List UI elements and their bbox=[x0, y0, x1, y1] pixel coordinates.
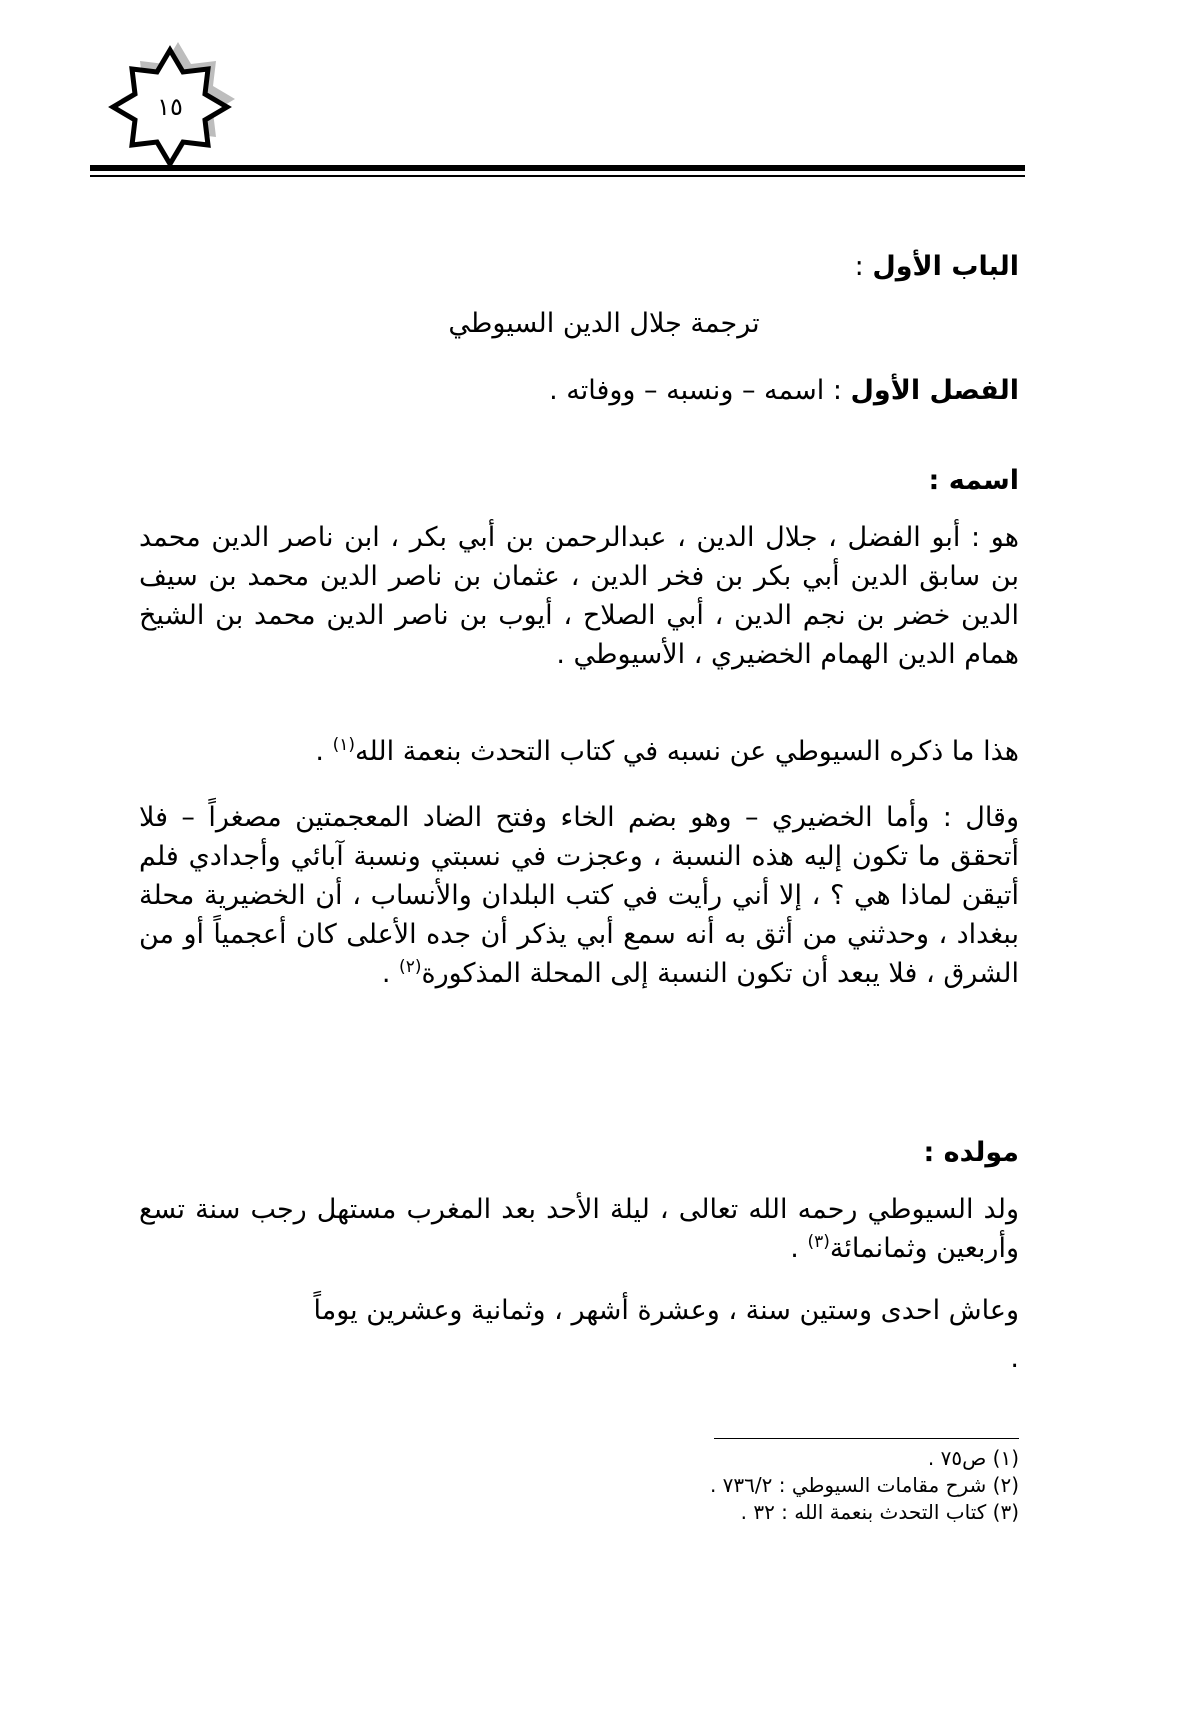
paragraph-khudayri bbox=[139, 798, 1019, 993]
footnote-ref-1[interactable]: (١) bbox=[332, 735, 355, 755]
paragraph-birth-text: ولد السيوطي رحمه الله تعالى ، ليلة الأحد بعد المغرب مستهل رجب سنة تسع وأربعين وثمانمائة bbox=[139, 1194, 1019, 1264]
footnotes bbox=[319, 1445, 1019, 1526]
header-rule-thick bbox=[90, 165, 1025, 171]
section-label: الفصل الأول bbox=[850, 375, 1019, 406]
footnote-separator bbox=[714, 1438, 1019, 1439]
paragraph-birth bbox=[139, 1190, 1019, 1268]
section-heading bbox=[189, 372, 1019, 410]
page-number: ١٥ bbox=[157, 93, 183, 121]
name-heading: اسمه : bbox=[928, 465, 1019, 496]
paragraph-birth-end: . bbox=[790, 1233, 808, 1264]
paragraph-lifespan-end: . bbox=[1010, 1343, 1019, 1374]
page-title: ترجمة جلال الدين السيوطي bbox=[448, 308, 760, 339]
chapter-suffix: : bbox=[854, 251, 873, 282]
page-number-badge bbox=[105, 42, 235, 172]
paragraph-source bbox=[189, 733, 1019, 771]
footnote-ref-3[interactable]: (٣) bbox=[807, 1232, 830, 1252]
paragraph-source-text: هذا ما ذكره السيوطي عن نسبه في كتاب التحدث بنعمة الله bbox=[354, 736, 1019, 767]
paragraph-source-end: . bbox=[315, 736, 333, 767]
paragraph-lifespan: وعاش احدى وستين سنة ، وعشرة أشهر ، وثمانية وعشرين يوماً bbox=[313, 1295, 1019, 1326]
paragraph-khudayri-end: . bbox=[381, 958, 400, 989]
footnote-2: (٢) شرح مقامات السيوطي : ٧٣٦/٢ . bbox=[709, 1473, 1019, 1497]
header-rule-thin bbox=[90, 175, 1025, 177]
footnote-3: (٣) كتاب التحدث بنعمة الله : ٣٢ . bbox=[740, 1500, 1019, 1524]
birth-heading: مولده : bbox=[923, 1137, 1019, 1168]
paragraph-khudayri-text: وقال : وأما الخضيري – وهو بضم الخاء وفتح الضاد المعجمتين مصغراً – فلا أتحقق ما تكون إليه هذه النسبة ، وعجزت في نسبتي ونسبة آبائي وأجدادي فلم أتيقن لماذا هي ؟ ، إلا أني رأيت في كتب البلدان والأنساب ، أن الخضيرية محلة ببغداد ، وحدثني من أثق به أنه سمع أبي يذكر أن جده الأعلى كان أعجمياً أو من الشرق ، فلا يبعد أن تكون النسبة إلى المحلة المذكورة bbox=[139, 802, 1019, 989]
paragraph-lineage: هو : أبو الفضل ، جلال الدين ، عبدالرحمن بن أبي بكر ، ابن ناصر الدين محمد بن سابق الدين أبي بكر بن فخر الدين ، عثمان بن ناصر الدين محمد بن سيف الدين خضر بن نجم الدين ، أبي الصلاح ، أيوب بن ناصر الدين محمد بن الشيخ همام الدين الهمام الخضيري ، الأسيوطي . bbox=[139, 522, 1019, 670]
section-text: : اسمه – ونسبه – ووفاته . bbox=[549, 375, 851, 406]
footnote-1: (١) ص٧٥ . bbox=[927, 1446, 1019, 1470]
chapter-heading bbox=[189, 248, 1019, 286]
chapter-label: الباب الأول bbox=[872, 251, 1019, 282]
footnote-ref-2[interactable]: (٢) bbox=[399, 957, 422, 977]
